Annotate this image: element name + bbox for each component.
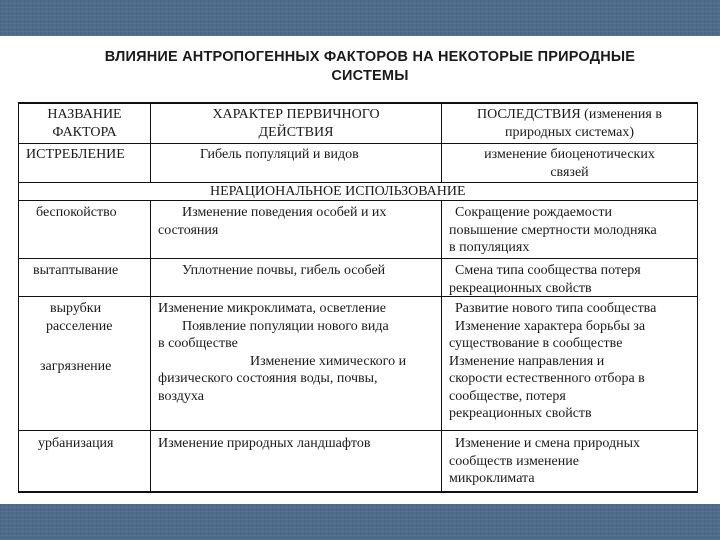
table-rule-top (18, 102, 698, 104)
row-group-action-line1: Изменение микроклимата, осветление (158, 301, 386, 316)
row-group-action-line5: физического состояния воды, почвы, (158, 371, 378, 386)
table-rule-col1-lower (150, 200, 151, 493)
row-urbanization-effect-line3: микроклимата (449, 471, 535, 486)
table-rule-row2 (18, 258, 698, 259)
row-trampling-effect (449, 262, 641, 297)
header-effect-line2: природных системах) (505, 124, 634, 140)
header-effect (442, 106, 697, 141)
row-urbanization-action: Изменение природных ландшафтов (158, 436, 371, 451)
row-group-effect-line1: Развитие нового типа сообщества (455, 301, 657, 316)
row-settlement-factor: расселение (46, 319, 113, 334)
row-urbanization-effect (449, 435, 640, 488)
table-rule-col2-lower (441, 200, 442, 493)
row-group-effect-line4: Изменение направления и (449, 353, 605, 369)
row-trampling-factor: вытаптывание (33, 263, 119, 278)
row-group-action-line2: Появление популяции нового вида (182, 318, 389, 334)
bottom-decorative-band (0, 504, 720, 540)
row-pollution-factor: загрязнение (40, 359, 112, 374)
row-trampling-effect-line2: рекреационных свойств (449, 280, 592, 296)
row-group-effect-line7: рекреационных свойств (449, 406, 592, 421)
row-group-effect-line2: Изменение характера борьбы за (455, 318, 646, 334)
row-trampling-effect-line1: Смена типа сообщества потеря (455, 263, 641, 278)
row-group-action (158, 300, 406, 405)
row-disturbance-factor: беспокойство (36, 205, 117, 220)
table-rule-bottom (18, 491, 698, 493)
row-extermination-effect (442, 146, 697, 181)
title-line-1: ВЛИЯНИЕ АНТРОПОГЕННЫХ ФАКТОРОВ НА НЕКОТОРЫЕ ПРИРОДНЫЕ (104, 49, 636, 65)
row-extermination-factor: ИСТРЕБЛЕНИЕ (26, 147, 125, 162)
document-title (40, 48, 700, 86)
header-action (151, 106, 441, 141)
row-disturbance-effect-line1: Сокращение рождаемости (455, 205, 612, 220)
row-disturbance-effect-line2: повышение смертности молодняка (449, 222, 657, 238)
header-factor-line1: НАЗВАНИЕ (47, 107, 122, 122)
header-effect-line1: ПОСЛЕДСТВИЯ (изменения в (477, 107, 662, 122)
row-group-action-line3: в сообществе (158, 336, 238, 351)
section-irrational-use: НЕРАЦИОНАЛЬНОЕ ИСПОЛЬЗОВАНИЕ (210, 184, 466, 199)
row-trampling-action: Уплотнение почвы, гибель особей (182, 263, 386, 278)
row-group-action-line4: Изменение химического и (250, 353, 407, 369)
table-rule-left (18, 102, 19, 493)
row-group-effect (449, 300, 656, 423)
top-decorative-band (0, 0, 720, 36)
row-disturbance-action (158, 204, 386, 239)
row-disturbance-effect-line3: в популяциях (449, 240, 530, 255)
header-action-line1: ХАРАКТЕР ПЕРВИЧНОГО (212, 107, 380, 122)
row-disturbance-effect (449, 204, 657, 257)
table-rule-row4 (18, 430, 698, 431)
row-urbanization-effect-line1: Изменение и смена природных (455, 436, 641, 451)
row-disturbance-action-line2: состояния (158, 222, 219, 238)
row-extermination-action: Гибель популяций и видов (200, 147, 359, 162)
row-group-effect-line5: скорости естественного отбора в (449, 371, 645, 386)
header-factor-line2: ФАКТОРА (52, 124, 117, 140)
row-group-effect-line3: существование в сообществе (449, 336, 623, 351)
row-extermination-effect-line1: изменение биоценотических (484, 147, 655, 162)
row-group-effect-line6: сообществе, потеря (449, 388, 566, 404)
row-urbanization-factor: урбанизация (38, 436, 114, 451)
header-factor (19, 106, 150, 141)
row-urbanization-effect-line2: сообществ изменение (449, 453, 579, 469)
header-action-line2: ДЕЙСТВИЯ (258, 124, 334, 140)
row-disturbance-action-line1: Изменение поведения особей и их (182, 205, 387, 220)
row-group-action-line6: воздуха (158, 388, 204, 404)
row-extermination-effect-line2: связей (550, 164, 589, 180)
title-line-2: СИСТЕМЫ (331, 68, 409, 84)
row-logging-factor: вырубки (50, 301, 102, 316)
table-rule-right (697, 102, 698, 493)
table-rule-header (18, 143, 698, 144)
